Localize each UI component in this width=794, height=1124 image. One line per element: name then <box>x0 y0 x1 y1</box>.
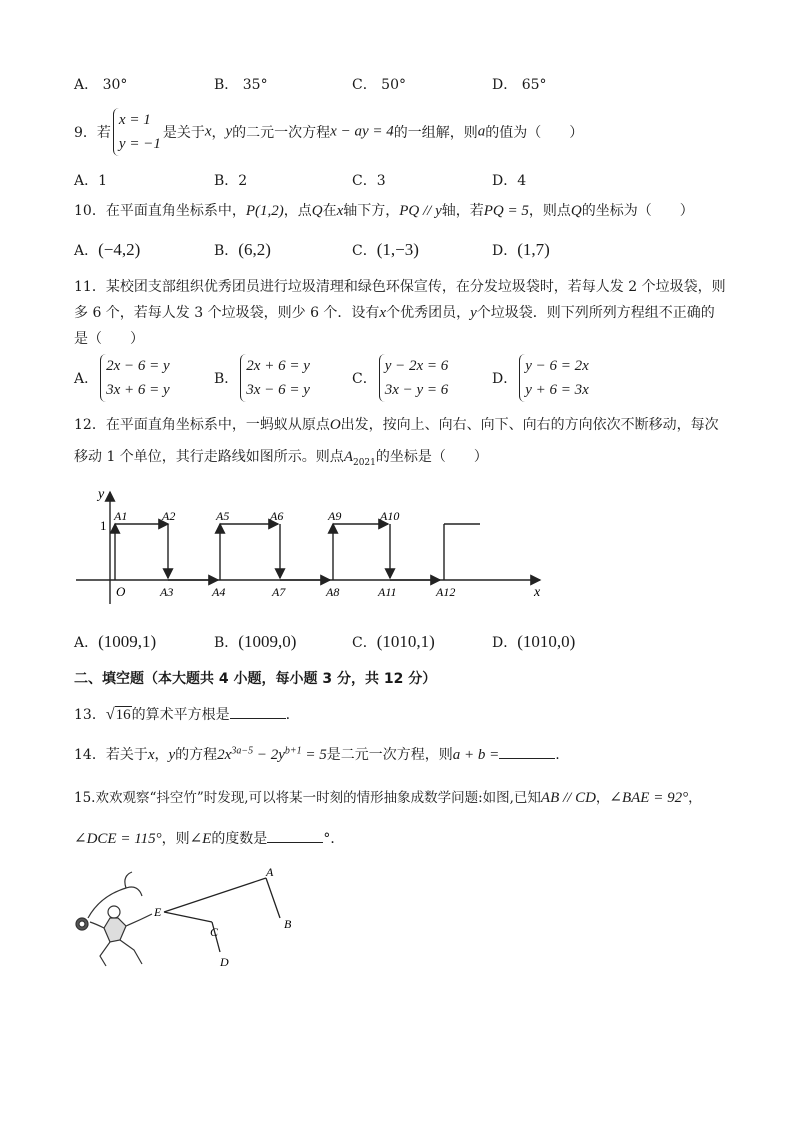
q8-option-a: A． 30° <box>74 77 128 93</box>
label-A: A <box>266 866 274 879</box>
ant-path-figure <box>70 484 550 606</box>
q13-answer-blank[interactable] <box>230 704 286 719</box>
label-A5: A5 <box>216 509 230 523</box>
player-illustration <box>76 872 152 966</box>
q9-option-d: D．4 <box>492 173 527 189</box>
question-14: 14．若关于x，y的方程$2x^{3a-5} - 2y^{b+1} = 5$是二元一次方程，则a + b = . <box>74 745 560 763</box>
question-15-line2: ∠DCE = 115°，则∠E的度数是 °． <box>74 828 344 848</box>
y-axis-label: y <box>98 487 105 502</box>
q9-system: x = 1 y = −1 <box>113 108 161 156</box>
question-12-line2: 移动 1 个单位，其行走路线如图所示。则点$A_{2021}$的坐标是（ ） <box>74 449 488 468</box>
q12-option-b: B．(1009,0) <box>214 632 297 651</box>
label-A9: A9 <box>328 509 342 523</box>
question-11-line1: 11．某校团支部组织优秀团员进行垃圾清理和绿色环保宣传，在分发垃圾袋时，若每人发 2 个垃圾袋，则 <box>74 279 726 295</box>
q10-option-a: A．(−4,2) <box>74 240 141 259</box>
label-C: C <box>210 925 219 939</box>
q9-option-a: A．1 <box>74 173 108 189</box>
q12-option-c: C．(1010,1) <box>352 632 435 651</box>
question-11-line3: 是（ ） <box>74 331 144 347</box>
q10-option-c: C．(1,−3) <box>352 240 419 259</box>
q10-option-d: D．(1,7) <box>492 240 550 259</box>
q8-option-d: D． 65° <box>492 77 547 93</box>
q9-option-b: B．2 <box>214 173 248 189</box>
q11-option-a: A． 2x − 6 = y 3x + 6 = y <box>74 354 172 402</box>
q8-option-c: C． 50° <box>352 77 406 93</box>
label-A10: A10 <box>380 509 400 523</box>
label-D: D <box>220 955 229 969</box>
label-A12: A12 <box>436 585 456 599</box>
section-2-title: 二、填空题（本大题共 4 小题，每小题 3 分，共 12 分） <box>74 671 437 687</box>
q15-answer-blank[interactable] <box>267 828 323 843</box>
question-12-line1: 12．在平面直角坐标系中，一蚂蚁从原点O出发，按向上、向右、向下、向右的方向依次不断移动，每次 <box>74 417 719 433</box>
label-A8: A8 <box>326 585 340 599</box>
diabolo-figure <box>70 866 310 978</box>
q9-option-c: C．3 <box>352 173 386 189</box>
x-axis-label: x <box>534 585 541 600</box>
q14-answer-blank[interactable] <box>499 744 555 759</box>
label-A7: A7 <box>272 585 286 599</box>
question-15-line1: 15.欢欢观察“抖空竹”时发现,可以将某一时刻的情形抽象成数学问题:如图,已知AB // CD，∠BAE = 92°， <box>74 790 702 806</box>
label-B: B <box>284 917 292 931</box>
label-A2: A2 <box>162 509 176 523</box>
q12-option-d: D．(1010,0) <box>492 632 576 651</box>
label-A4: A4 <box>212 585 226 599</box>
label-E: E <box>154 905 162 919</box>
unit-label: 1 <box>100 518 107 533</box>
q11-option-c: C． y − 2x = 6 3x − y = 6 <box>352 354 450 402</box>
label-A3: A3 <box>160 585 174 599</box>
label-A1: A1 <box>114 509 128 523</box>
origin-label: O <box>116 584 126 599</box>
q10-option-b: B．(6,2) <box>214 240 271 259</box>
q8-option-b: B． 35° <box>214 77 268 93</box>
question-9: 9．若 x = 1 y = −1 是关于x，y的二元一次方程x − ay = 4的一组解，则a的值为（ ） <box>74 108 583 156</box>
q11-option-d: D． y − 6 = 2x y + 6 = 3x <box>492 354 591 402</box>
question-10: 10．在平面直角坐标系中，P(1,2)，点Q在x轴下方，PQ // y轴，若PQ = 5，则点Q的坐标为（ ） <box>74 203 694 219</box>
label-A11: A11 <box>378 585 397 599</box>
q12-option-a: A．(1009,1) <box>74 632 157 651</box>
label-A6: A6 <box>270 509 284 523</box>
q11-option-b: B． 2x + 6 = y 3x − 6 = y <box>214 354 312 402</box>
question-13: 13．√16的算术平方根是 . <box>74 706 291 723</box>
question-11-line2: 多 6 个，若每人发 3 个垃圾袋，则少 6 个．设有x个优秀团员，y个垃圾袋．则下列所列方程组不正确的 <box>74 305 715 321</box>
